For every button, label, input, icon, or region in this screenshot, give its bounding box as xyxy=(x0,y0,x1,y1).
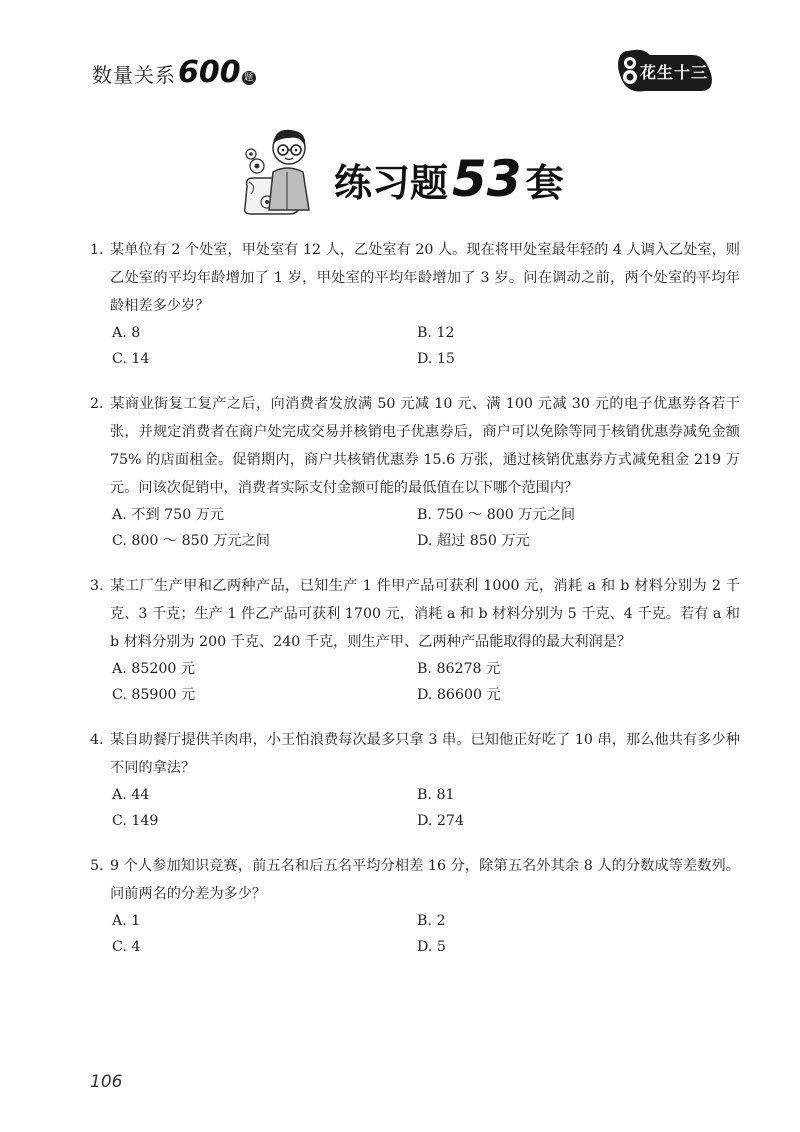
brand-text: 花生十三 xyxy=(640,63,709,82)
question-list xyxy=(90,236,740,978)
option-grid xyxy=(90,782,740,834)
question-stem xyxy=(90,852,740,908)
question-stem xyxy=(90,236,740,320)
book-title-text: 数量关系 xyxy=(92,63,176,87)
question-4 xyxy=(90,726,740,834)
option-c: C. 149 xyxy=(112,813,159,829)
question-1 xyxy=(90,236,740,372)
question-text: 某商业街复工复产之后，向消费者发放满 50 元减 10 元、满 100 元减 30 元的电子优惠券各若干张，并规定消费者在商户处完成交易并核销电子优惠券后，商户可以免除等同于核销优惠券减免金额 75% 的店面租金。促销期内，商户共核销优惠券 15.6 万张，通过核销优惠券方式减免租金 219 万元。问该次促销中，消费者实际支付金额可能的最低值在以下哪个范围内？ xyxy=(110,396,740,496)
page-title xyxy=(334,150,564,208)
question-stem xyxy=(90,572,740,656)
question-text: 9 个人参加知识竞赛，前五名和后五名平均分相差 16 分，除第五名外其余 8 人的分数成等差数列。问前两名的分差为多少？ xyxy=(110,858,740,902)
option-c: C. 85900 元 xyxy=(112,687,196,703)
option-b: B. 2 xyxy=(417,913,446,929)
option-grid xyxy=(90,656,740,708)
option-a: A. 1 xyxy=(112,913,141,929)
option-grid xyxy=(90,908,740,960)
question-number: 2. xyxy=(90,396,104,412)
question-number: 3. xyxy=(90,578,104,594)
option-b: B. 86278 元 xyxy=(417,661,501,677)
option-b: B. 12 xyxy=(417,325,455,341)
book-title-number: 600 xyxy=(178,55,241,90)
page-number: 106 xyxy=(90,1072,123,1092)
mascot-illustration-icon xyxy=(243,124,323,216)
option-c: C. 4 xyxy=(112,939,141,955)
option-grid xyxy=(90,320,740,372)
title-number: 53 xyxy=(452,150,522,208)
question-number: 1. xyxy=(90,242,104,258)
question-2 xyxy=(90,390,740,554)
question-3 xyxy=(90,572,740,708)
question-text: 某单位有 2 个处室，甲处室有 12 人，乙处室有 20 人。现在将甲处室最年轻的 4 人调入乙处室，则乙处室的平均年龄增加了 1 岁，甲处室的平均年龄增加了 3 岁。问在调动之前，两个处室的平均年龄相差多少岁？ xyxy=(110,242,740,314)
option-a: A. 不到 750 万元 xyxy=(112,507,225,523)
book-title-badge: 题 xyxy=(242,71,256,85)
option-b: B. 81 xyxy=(417,787,455,803)
option-d: D. 超过 850 万元 xyxy=(417,533,530,549)
option-d: D. 15 xyxy=(417,351,455,367)
question-stem xyxy=(90,390,740,502)
option-a: A. 8 xyxy=(112,325,141,341)
question-text: 某自助餐厅提供羊肉串，小王怕浪费每次最多只拿 3 串。已知他正好吃了 10 串，那么他共有多少种不同的拿法？ xyxy=(110,732,740,776)
option-a: A. 85200 元 xyxy=(112,661,196,677)
option-c: C. 14 xyxy=(112,351,150,367)
question-number: 5. xyxy=(90,858,104,874)
title-part1: 练习题 xyxy=(334,161,449,205)
option-d: D. 274 xyxy=(417,813,464,829)
question-number: 4. xyxy=(90,732,104,748)
brand-logo xyxy=(614,45,714,95)
book-title xyxy=(92,55,256,90)
option-a: A. 44 xyxy=(112,787,150,803)
question-text: 某工厂生产甲和乙两种产品，已知生产 1 件甲产品可获利 1000 元，消耗 a 和 b 材料分别为 2 千克、3 千克；生产 1 件乙产品可获利 1700 元，消耗 a 和 b 材料分别为 5 千克、4 千克。若有 a 和 b 材料分别为 200 千克、240 千克，则生产甲、乙两种产品能取得的最大利润是？ xyxy=(110,578,740,650)
question-5 xyxy=(90,852,740,960)
option-b: B. 750 ～ 800 万元之间 xyxy=(417,507,576,523)
question-stem xyxy=(90,726,740,782)
option-d: D. 5 xyxy=(417,939,446,955)
option-d: D. 86600 元 xyxy=(417,687,501,703)
title-part2: 套 xyxy=(525,161,564,205)
option-c: C. 800 ～ 850 万元之间 xyxy=(112,533,270,549)
option-grid xyxy=(90,502,740,554)
